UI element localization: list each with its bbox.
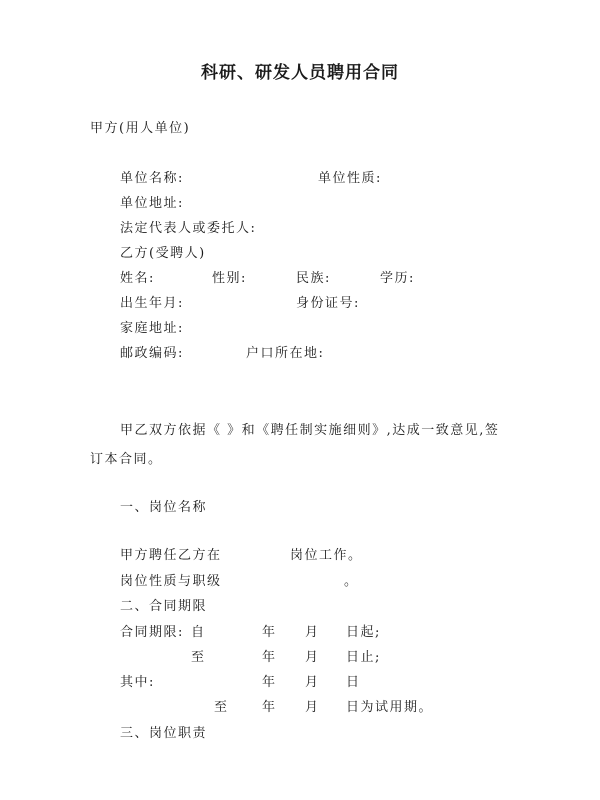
term-start-day: 日起; <box>346 625 381 640</box>
term-end-year: 年 <box>262 650 277 665</box>
preamble-line2: 订本合同。 <box>90 452 163 467</box>
postcode-label: 邮政编码: <box>120 346 184 361</box>
hukou-label: 户口所在地: <box>246 346 325 361</box>
education-label: 学历: <box>380 271 415 286</box>
contract-title: 科研、研发人员聘用合同 <box>201 63 399 83</box>
section1-heading: 一、岗位名称 <box>120 500 208 515</box>
term-end-month: 月 <box>305 650 320 665</box>
nature-end: 。 <box>344 574 359 589</box>
probation-start-day: 日 <box>346 675 361 690</box>
ethnicity-label: 民族: <box>296 271 331 286</box>
section2-heading: 二、合同期限 <box>120 599 208 614</box>
id-label: 身份证号: <box>296 296 360 311</box>
probation-start-month: 月 <box>305 675 320 690</box>
unit-address-label: 单位地址: <box>120 196 184 211</box>
probation-start-year: 年 <box>262 675 277 690</box>
hire-prefix: 甲方聘任乙方在 <box>120 548 222 563</box>
term-from: 自 <box>191 625 206 640</box>
section3-heading: 三、岗位职责 <box>120 726 208 741</box>
term-to: 至 <box>191 650 206 665</box>
unit-nature-label: 单位性质: <box>318 171 382 186</box>
legal-rep-label: 法定代表人或委托人: <box>120 221 257 236</box>
birth-label: 出生年月: <box>120 296 184 311</box>
term-start-month: 月 <box>305 625 320 640</box>
party-a-heading: 甲方(用人单位) <box>90 121 191 136</box>
home-address-label: 家庭地址: <box>120 321 184 336</box>
unit-name-label: 单位名称: <box>120 171 184 186</box>
hire-suffix: 岗位工作。 <box>290 548 363 563</box>
probation-end-year: 年 <box>262 700 277 715</box>
preamble-line1: 甲乙双方依据《 》和《聘任制实施细则》,达成一致意见,签 <box>120 423 500 438</box>
probation-end-month: 月 <box>305 700 320 715</box>
party-b-heading: 乙方(受聘人) <box>120 246 206 261</box>
among-label: 其中: <box>120 675 155 690</box>
gender-label: 性别: <box>212 271 247 286</box>
probation-end-day: 日为试用期。 <box>346 700 434 715</box>
term-start-year: 年 <box>262 625 277 640</box>
probation-to: 至 <box>214 700 229 715</box>
term-label: 合同期限: <box>120 625 184 640</box>
nature-label: 岗位性质与职级 <box>120 574 222 589</box>
name-label: 姓名: <box>120 271 155 286</box>
term-end-day: 日止; <box>346 650 381 665</box>
